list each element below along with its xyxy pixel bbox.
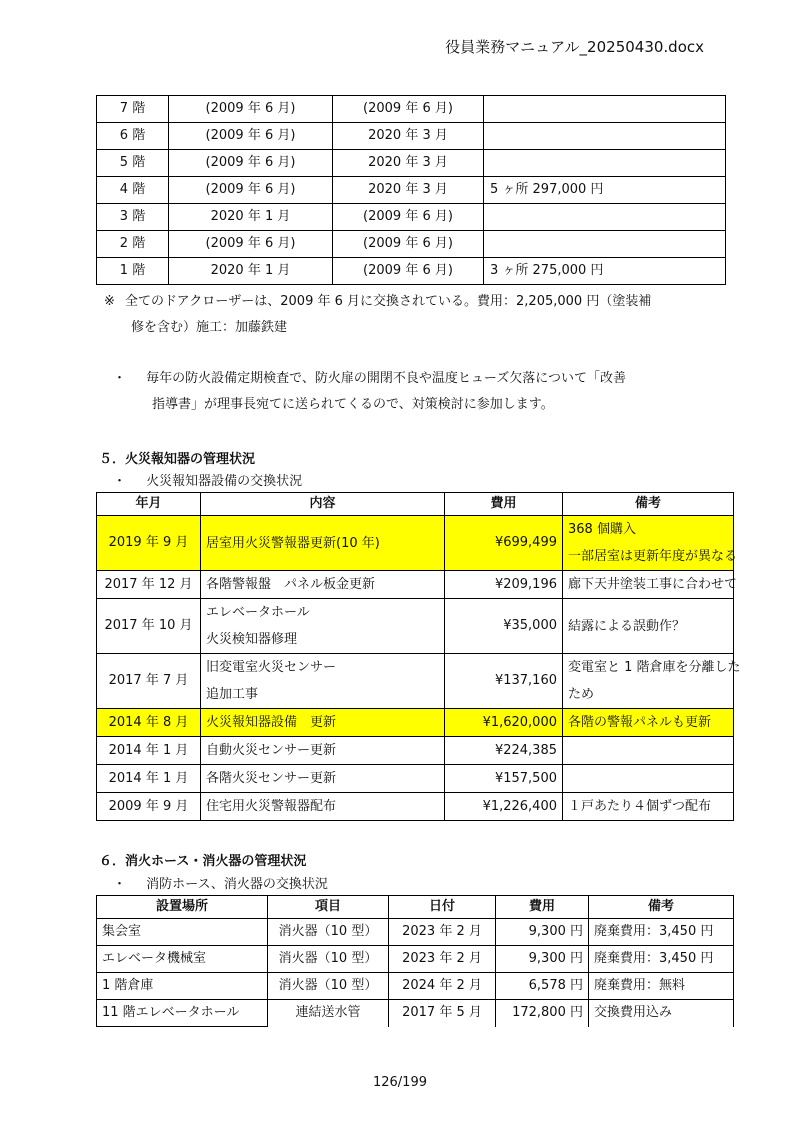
floor-cell: 1 階 [97,258,169,285]
content-cell [201,654,445,709]
date-cell: 2019 年 9 月 [97,516,201,571]
note-cell [563,709,734,737]
table-header-row [97,493,734,516]
remark-cell: 5 ヶ所 297,000 円 [484,177,726,204]
item-cell: 消火器（10 型） [268,919,389,946]
bullet-line-2: 指導書」が理事長宛てに送られてくるので、対策検討に参加します。 [152,397,554,412]
note-line: 一部居室は更新年度が異なる [568,549,738,564]
item-cell: 消火器（10 型） [268,973,389,1000]
location-cell: 集会室 [97,919,268,946]
cost-cell: ¥1,620,000 [445,709,563,737]
note-line: 廊下天井塗装工事に合わせて [568,577,738,592]
content-line: 旧変電室火災センサー [206,660,337,675]
extinguisher-table [96,895,734,1027]
date-cell: 2017 年 10 月 [97,599,201,654]
remark-cell [484,123,726,150]
date-cell-a: (2009 年 6 月) [169,177,333,204]
bullet-line-1: 毎年の防火設備定期検査で、防火扉の開閉不良や温度ヒューズ欠落について「改善 [146,371,626,386]
content-line: エレベータホール [206,605,310,620]
date-cell: 2017 年 7 月 [97,654,201,709]
note-line: 各階の警報パネルも更新 [568,715,712,730]
note-cell: 廃棄費用：無料 [589,973,734,1000]
date-cell: 2009 年 9 月 [97,793,201,821]
floor-cell: 6 階 [97,123,169,150]
content-cell [201,765,445,793]
floor-cell: 7 階 [97,96,169,123]
section-5-subtitle [113,470,302,489]
date-cell: 2023 年 2 月 [389,946,496,973]
content-cell [201,737,445,765]
table-row [97,177,726,204]
sub-text: 火災報知器設備の交換状況 [146,474,303,489]
table-row [97,1000,734,1027]
floor-cell: 5 階 [97,150,169,177]
table-row [97,973,734,1000]
note-cell [563,571,738,599]
date-cell-a: (2009 年 6 月) [169,123,333,150]
table-row [97,123,726,150]
note-cell [563,654,741,709]
cost-cell: ¥157,500 [445,765,563,793]
date-cell: 2014 年 1 月 [97,737,201,765]
content-cell [201,709,445,737]
note-cell [563,599,734,654]
table-row [97,946,734,973]
note-cell [563,737,734,765]
date-cell-a: 2020 年 1 月 [169,258,333,285]
door-closer-table [96,95,726,285]
cost-cell: ¥699,499 [445,516,563,571]
date-cell: 2024 年 2 月 [389,973,496,1000]
fire-alarm-table [96,492,741,821]
col-header-content: 内容 [201,493,445,516]
section-5-title: ５．火災報知器の管理状況 [99,452,256,467]
table-row [97,516,734,571]
table-row [97,765,734,793]
content-line: 居室用火災警報器更新(10 年) [206,535,380,551]
remark-cell [484,96,726,123]
cost-cell: ¥137,160 [445,654,563,709]
note-line: 変電室と 1 階倉庫を分離した [568,660,741,675]
content-line: 自動火災センサー更新 [206,743,337,758]
cost-cell: ¥224,385 [445,737,563,765]
col-header-cost: 費用 [496,896,589,919]
content-cell [201,571,445,599]
date-cell-b: 2020 年 3 月 [333,150,484,177]
col-header-location: 設置場所 [97,896,268,919]
cost-cell: ¥1,226,400 [445,793,563,821]
col-header-date: 日付 [389,896,496,919]
col-header-date: 年月 [97,493,201,516]
location-cell: 11 階エレベータホール [97,1000,268,1027]
note-line-2: 修を含む）施工：加藤鉄建 [131,320,288,335]
col-header-notes: 備考 [563,493,734,516]
table-row [97,150,726,177]
bullet-inspection [113,366,753,418]
date-cell: 2017 年 12 月 [97,571,201,599]
remark-cell: 3 ヶ所 275,000 円 [484,258,726,285]
table-row [97,709,734,737]
sub-mark: ・ [113,474,127,489]
content-cell [201,516,445,571]
section-6-subtitle [113,873,328,892]
note-cell: 交換費用込み [589,1000,734,1027]
content-cell [201,793,445,821]
note-line: 368 個購入 [568,522,636,537]
cost-cell: ¥209,196 [445,571,563,599]
note-cell [563,765,734,793]
date-cell-a: (2009 年 6 月) [169,231,333,258]
floor-cell: 4 階 [97,177,169,204]
item-cell: 連結送水管 [268,1000,389,1027]
table-row [97,793,734,821]
date-cell: 2014 年 1 月 [97,765,201,793]
table-row [97,737,734,765]
floor-cell: 3 階 [97,204,169,231]
date-cell-b: 2020 年 3 月 [333,177,484,204]
note-cell [563,793,734,821]
date-cell-a: (2009 年 6 月) [169,150,333,177]
cost-cell: ¥35,000 [445,599,563,654]
note-line: １戸あたり４個ずつ配布 [568,799,712,814]
document-filename: 役員業務マニュアル_20250430.docx [445,38,704,56]
table-row [97,258,726,285]
content-line: 追加工事 [206,687,259,702]
table-row [97,96,726,123]
date-cell-b: (2009 年 6 月) [333,231,484,258]
date-cell: 2017 年 5 月 [389,1000,496,1027]
col-header-notes: 備考 [589,896,734,919]
door-closer-note [104,289,734,341]
remark-cell [484,150,726,177]
note-mark: ※ [104,294,115,309]
date-cell-b: 2020 年 3 月 [333,123,484,150]
content-line: 火災報知器設備 更新 [206,715,337,730]
date-cell-b: (2009 年 6 月) [333,96,484,123]
date-cell: 2014 年 8 月 [97,709,201,737]
note-line: 結露による誤動作？ [568,618,686,634]
cost-cell: 172,800 円 [496,1000,589,1027]
date-cell-b: (2009 年 6 月) [333,204,484,231]
floor-cell: 2 階 [97,231,169,258]
bullet-mark: ・ [113,371,127,386]
table-row [97,204,726,231]
content-line: 各階火災センサー更新 [206,771,337,786]
location-cell: エレベータ機械室 [97,946,268,973]
content-cell [201,599,445,654]
table-row [97,599,734,654]
date-cell-a: (2009 年 6 月) [169,96,333,123]
cost-cell: 9,300 円 [496,919,589,946]
note-cell: 廃棄費用：3,450 円 [589,946,734,973]
content-line: 火災検知器修理 [206,632,298,647]
sub-text: 消防ホース、消火器の交換状況 [146,877,328,892]
remark-cell [484,231,726,258]
sub-mark: ・ [113,877,127,892]
note-line: ため [568,687,595,702]
location-cell: 1 階倉庫 [97,973,268,1000]
table-row [97,919,734,946]
note-line-1: 全てのドアクローザーは、2009 年 6 月に交換されている。費用：2,205,000 円（塗装補 [125,294,652,309]
page-number: 126/199 [372,1075,427,1090]
note-cell [563,516,738,571]
table-header-row [97,896,734,919]
date-cell-a: 2020 年 1 月 [169,204,333,231]
table-row [97,571,734,599]
table-row [97,654,734,709]
date-cell-b: (2009 年 6 月) [333,258,484,285]
table-row [97,231,726,258]
content-line: 各階警報盤 パネル板金更新 [206,577,376,592]
date-cell: 2023 年 2 月 [389,919,496,946]
col-header-cost: 費用 [445,493,563,516]
col-header-item: 項目 [268,896,389,919]
content-line: 住宅用火災警報器配布 [206,799,337,814]
remark-cell [484,204,726,231]
cost-cell: 6,578 円 [496,973,589,1000]
section-6-title: ６．消火ホース・消火器の管理状況 [99,854,307,869]
note-cell: 廃棄費用：3,450 円 [589,919,734,946]
cost-cell: 9,300 円 [496,946,589,973]
item-cell: 消火器（10 型） [268,946,389,973]
